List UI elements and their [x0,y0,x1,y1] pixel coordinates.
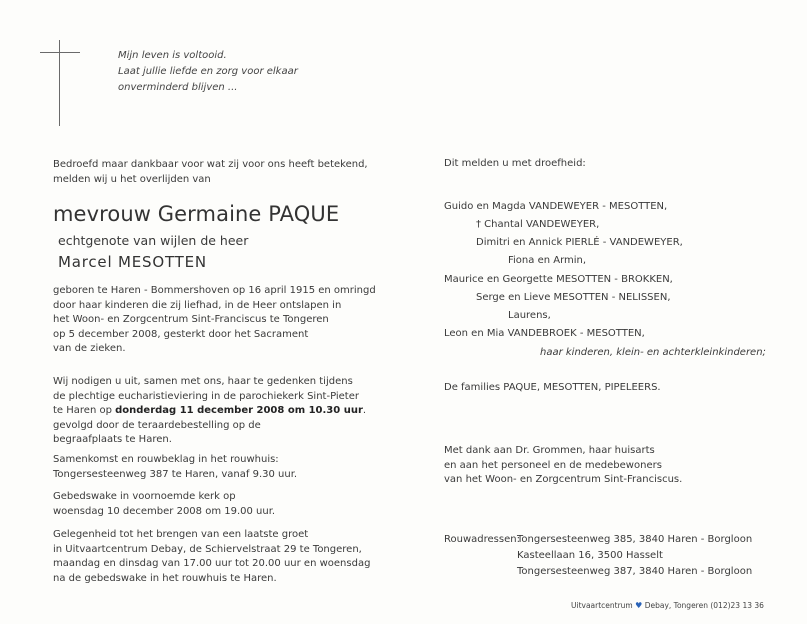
address-line: Tongersesteenweg 387, 3840 Haren - Borgloon [517,566,753,577]
bio-line: van de zieken. [53,343,126,354]
relative-line: Guido en Magda VANDEWEYER - MESOTTEN, [444,201,668,212]
relative-line: Fiona en Armin, [508,255,587,266]
invitation-line: gevolgd door de teraardebestelling op de [53,419,261,431]
funeral-home-credit [571,601,764,611]
memorial-poem [118,48,298,96]
relative-line: Leon en Mia VANDEBROEK - MESOTTEN, [444,328,645,339]
farewell-line: maandag en dinsdag van 17.00 uur tot 20.00 uur en woensdag [53,558,371,569]
bio-text [53,284,393,357]
thanks-line: Met dank aan Dr. Grommen, haar huisarts [444,445,655,456]
poem-line: onverminderd blijven ... [118,82,238,93]
intro-line: Bedroefd maar dankbaar voor wat zij voor ons heeft betekend, [53,159,368,170]
thanks-text [444,444,682,488]
intro-text [53,158,393,187]
relative-line: Maurice en Georgette MESOTTEN - BROKKEN, [444,274,673,285]
bio-line: door haar kinderen die zij liefhad, in de Heer ontslapen in [53,299,342,311]
cross-icon-bar [40,52,80,53]
bio-line: het Woon- en Zorgcentrum Sint-Franciscus te Tongeren [53,314,329,325]
vigil-line: woensdag 10 december 2008 om 19.00 uur. [53,505,276,517]
gathering-text [53,453,393,482]
invitation-line: begraafplaats te Haren. [53,434,172,445]
address-line: Kasteellaan 16, 3500 Hasselt [517,550,663,561]
farewell-line: na de gebedswake in het rouwhuis te Haren. [53,572,277,584]
poem-line: Laat jullie liefde en zorg voor elkaar [118,66,298,77]
relative-line: Dimitri en Annick PIERLÉ - VANDEWEYER, [476,237,683,248]
gathering-line: Tongersesteenweg 387 te Haren, vanaf 9.30 uur. [53,468,298,480]
vigil-line: Gebedswake in voornoemde kerk op [53,491,236,502]
address-line: Tongersesteenweg 385, 3840 Haren - Borgloon [517,534,753,545]
announce-heading: Dit melden u met droefheid: [444,158,586,169]
bio-line: geboren te Haren - Bommershoven op 16 april 1915 en omringd [53,285,376,296]
families-line: De families PAQUE, MESOTTEN, PIPELEERS. [444,382,661,393]
deceased-prefix: mevrouw Germaine [53,202,262,226]
intro-line: melden wij u het overlijden van [53,173,211,185]
relative-line: Serge en Lieve MESOTTEN - NELISSEN, [476,292,671,303]
invitation-line: Wij nodigen u uit, samen met ons, haar te gedenken tijdens [53,376,353,387]
thanks-line: van het Woon- en Zorgcentrum Sint-Franciscus. [444,474,683,485]
farewell-line: in Uitvaartcentrum Debay, de Schiervelstraat 29 te Tongeren, [53,543,362,555]
poem-line: Mijn leven is voltooid. [118,50,227,61]
invitation-date-prefix: te Haren op [53,405,112,416]
vigil-text [53,490,393,519]
relative-line: † Chantal VANDEWEYER, [476,219,600,230]
spouse-first-name: Marcel [58,253,113,271]
thanks-line: en aan het personeel en de medebewoners [444,459,662,471]
gathering-line: Samenkomst en rouwbeklag in het rouwhuis: [53,454,279,465]
heart-icon: ♥ [635,601,643,610]
invitation-date-suffix: . [362,405,367,416]
invitation-line: de plechtige eucharistieviering in de parochiekerk Sint-Pieter [53,390,359,402]
spouse-name [58,253,207,271]
spouse-intro: echtgenote van wijlen de heer [58,233,249,248]
relative-line: Laurens, [508,310,551,321]
addresses-label: Rouwadressen: [444,534,520,545]
farewell-text [53,528,393,586]
footer-right: Debay, Tongeren (012)23 13 36 [644,601,764,610]
funeral-date: donderdag 11 december 2008 om 10.30 uur [115,405,363,416]
deceased-surname: PAQUE [268,202,340,226]
bio-line: op 5 december 2008, gesterkt door het Sacrament [53,328,309,340]
deceased-name [53,201,339,227]
invitation-line-date [53,404,393,419]
footer-left: Uitvaartcentrum [571,601,633,610]
spouse-surname: MESOTTEN [118,253,207,271]
relative-summary: haar kinderen, klein- en achterkleinkinderen; [540,347,766,358]
invitation-text [53,375,393,448]
farewell-line: Gelegenheid tot het brengen van een laatste groet [53,529,309,540]
